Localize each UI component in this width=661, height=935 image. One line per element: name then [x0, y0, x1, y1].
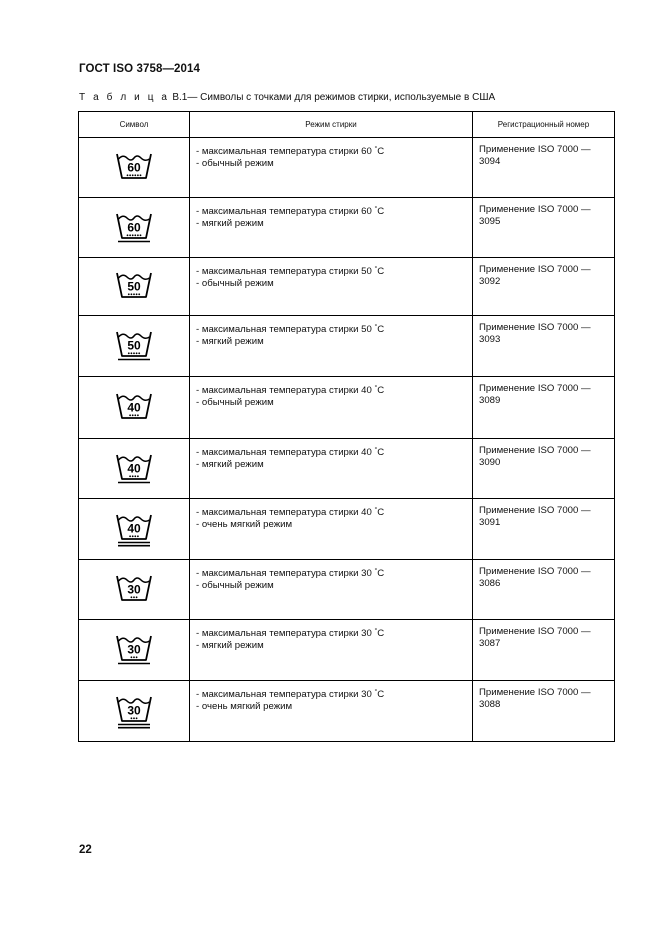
dot-mark	[129, 174, 131, 176]
dot-mark	[131, 596, 133, 598]
registration-cell	[473, 258, 615, 316]
mode-cell	[190, 316, 473, 377]
degree-unit: °С	[374, 324, 385, 335]
dot-mark	[129, 414, 131, 416]
mode-cell	[190, 377, 473, 439]
dot-mark	[137, 174, 139, 176]
registration-cell	[473, 439, 615, 499]
dot-mark	[136, 352, 138, 354]
mode-cell	[190, 560, 473, 620]
symbol-cell	[79, 258, 190, 316]
dot-mark	[134, 234, 136, 236]
registration-number: 3094	[479, 156, 501, 167]
max-temperature-line	[196, 264, 468, 278]
degree-unit: °С	[374, 146, 385, 157]
table-row	[79, 620, 615, 681]
dot-mark	[133, 293, 135, 295]
max-temperature-text: - максимальная температура стирки 60	[196, 146, 372, 157]
dot-mark	[131, 656, 133, 658]
registration-number: 3095	[479, 216, 501, 227]
max-temperature-text: - максимальная температура стирки 50	[196, 266, 372, 277]
max-temperature-text: - максимальная температура стирки 50	[196, 324, 372, 335]
dot-mark	[128, 352, 130, 354]
max-temperature-text: - максимальная температура стирки 60	[196, 206, 372, 217]
degree-unit: °С	[374, 385, 385, 396]
dot-mark	[138, 293, 140, 295]
caption-text: В.1— Символы с точками для режимов стирки, используемые в США	[172, 92, 496, 103]
mode-cell	[190, 681, 473, 742]
header-symbol: Символ	[79, 112, 190, 138]
wash-mode-line: - мягкий режим	[196, 640, 264, 651]
temperature-label: 30	[127, 582, 141, 596]
wash-tub-icon	[114, 570, 154, 610]
table-row	[79, 681, 615, 742]
dot-mark	[134, 174, 136, 176]
registration-application: Применение ISO 7000 —	[479, 204, 591, 215]
registration-application: Применение ISO 7000 —	[479, 687, 591, 698]
registration-number: 3086	[479, 578, 501, 589]
temperature-label: 40	[127, 461, 141, 475]
dot-mark	[127, 174, 129, 176]
max-temperature-line	[196, 144, 468, 158]
registration-application: Применение ISO 7000 —	[479, 445, 591, 456]
symbol-cell	[79, 439, 190, 499]
table-row	[79, 258, 615, 316]
wash-mode-line: - мягкий режим	[196, 336, 264, 347]
wash-tub-icon	[114, 326, 154, 366]
header-registration: Регистрационный номер	[473, 112, 615, 138]
dot-mark	[133, 596, 135, 598]
dot-mark	[136, 293, 138, 295]
registration-application: Применение ISO 7000 —	[479, 566, 591, 577]
registration-number: 3093	[479, 334, 501, 345]
registration-number: 3088	[479, 699, 501, 710]
registration-cell	[473, 499, 615, 560]
wash-mode-line: - очень мягкий режим	[196, 519, 293, 530]
dot-mark	[128, 293, 130, 295]
table-row	[79, 499, 615, 560]
dot-mark	[132, 475, 134, 477]
wash-mode-line: - обычный режим	[196, 580, 274, 591]
dot-mark	[131, 293, 133, 295]
max-temperature-line	[196, 204, 468, 218]
mode-cell	[190, 439, 473, 499]
mode-cell	[190, 499, 473, 560]
max-temperature-line	[196, 322, 468, 336]
document-title: ГОСТ ISO 3758—2014	[79, 63, 201, 75]
degree-unit: °С	[374, 568, 385, 579]
registration-cell	[473, 620, 615, 681]
max-temperature-text: - максимальная температура стирки 30	[196, 689, 372, 700]
dot-mark	[134, 414, 136, 416]
symbol-cell	[79, 620, 190, 681]
max-temperature-text: - максимальная температура стирки 30	[196, 568, 372, 579]
registration-cell	[473, 316, 615, 377]
dot-mark	[136, 596, 138, 598]
mode-cell	[190, 198, 473, 258]
table-row	[79, 377, 615, 439]
table-header-row	[79, 112, 615, 138]
dot-mark	[132, 174, 134, 176]
wash-mode-line: - обычный режим	[196, 397, 274, 408]
temperature-label: 50	[127, 338, 141, 353]
wash-tub-icon	[114, 509, 154, 549]
table-row	[79, 198, 615, 258]
table-row	[79, 560, 615, 620]
symbol-cell	[79, 316, 190, 377]
registration-application: Применение ISO 7000 —	[479, 626, 591, 637]
wash-mode-line: - мягкий режим	[196, 218, 264, 229]
degree-unit: °С	[374, 447, 385, 458]
header-mode: Режим стирки	[190, 112, 473, 138]
temperature-label: 60	[127, 160, 141, 174]
degree-unit: °С	[374, 266, 385, 277]
registration-cell	[473, 198, 615, 258]
dot-mark	[132, 535, 134, 537]
registration-application: Применение ISO 7000 —	[479, 264, 591, 275]
registration-number: 3087	[479, 638, 501, 649]
wash-tub-icon	[114, 267, 154, 307]
temperature-label: 40	[127, 400, 141, 414]
max-temperature-line	[196, 445, 468, 459]
caption-prefix: Т а б л и ц а	[79, 92, 170, 103]
registration-cell	[473, 138, 615, 198]
registration-cell	[473, 681, 615, 742]
wash-tub-icon	[114, 630, 154, 670]
max-temperature-text: - максимальная температура стирки 40	[196, 385, 372, 396]
dot-mark	[140, 234, 142, 236]
mode-cell	[190, 138, 473, 198]
dot-mark	[140, 174, 142, 176]
symbol-cell	[79, 138, 190, 198]
dot-mark	[138, 352, 140, 354]
dot-mark	[131, 352, 133, 354]
dot-mark	[129, 475, 131, 477]
page-number: 22	[79, 844, 92, 856]
dot-mark	[127, 234, 129, 236]
dot-mark	[136, 656, 138, 658]
dot-mark	[134, 535, 136, 537]
wash-mode-line: - мягкий режим	[196, 459, 264, 470]
registration-application: Применение ISO 7000 —	[479, 144, 591, 155]
wash-tub-icon	[114, 388, 154, 428]
degree-unit: °С	[374, 507, 385, 518]
registration-number: 3092	[479, 276, 501, 287]
table-caption	[79, 92, 495, 103]
dot-mark	[133, 352, 135, 354]
dot-mark	[132, 414, 134, 416]
dot-mark	[129, 535, 131, 537]
max-temperature-text: - максимальная температура стирки 40	[196, 507, 372, 518]
wash-tub-icon	[114, 449, 154, 489]
registration-application: Применение ISO 7000 —	[479, 383, 591, 394]
dot-mark	[133, 717, 135, 719]
wash-tub-icon	[114, 691, 154, 731]
dot-mark	[134, 475, 136, 477]
dot-mark	[137, 535, 139, 537]
max-temperature-line	[196, 566, 468, 580]
registration-number: 3089	[479, 395, 501, 406]
dot-mark	[133, 656, 135, 658]
max-temperature-line	[196, 383, 468, 397]
dot-mark	[137, 414, 139, 416]
dot-mark	[137, 234, 139, 236]
temperature-label: 30	[127, 642, 141, 657]
temperature-label: 40	[127, 521, 141, 536]
max-temperature-text: - максимальная температура стирки 40	[196, 447, 372, 458]
max-temperature-line	[196, 687, 468, 701]
mode-cell	[190, 258, 473, 316]
symbol-cell	[79, 198, 190, 258]
registration-number: 3091	[479, 517, 501, 528]
wash-mode-line: - обычный режим	[196, 158, 274, 169]
registration-cell	[473, 560, 615, 620]
dot-mark	[132, 234, 134, 236]
max-temperature-line	[196, 626, 468, 640]
temperature-label: 60	[127, 220, 141, 234]
dot-mark	[131, 717, 133, 719]
dot-mark	[129, 234, 131, 236]
table-row	[79, 138, 615, 198]
dot-mark	[137, 475, 139, 477]
degree-unit: °С	[374, 689, 385, 700]
table-row	[79, 316, 615, 377]
registration-application: Применение ISO 7000 —	[479, 322, 591, 333]
max-temperature-text: - максимальная температура стирки 30	[196, 628, 372, 639]
wash-tub-icon	[114, 208, 154, 248]
registration-application: Применение ISO 7000 —	[479, 505, 591, 516]
wash-symbols-table	[78, 111, 615, 742]
temperature-label: 30	[127, 703, 141, 718]
wash-tub-icon	[114, 148, 154, 188]
degree-unit: °С	[374, 206, 385, 217]
dot-mark	[136, 717, 138, 719]
degree-unit: °С	[374, 628, 385, 639]
mode-cell	[190, 620, 473, 681]
registration-cell	[473, 377, 615, 439]
symbol-cell	[79, 560, 190, 620]
registration-number: 3090	[479, 457, 501, 468]
wash-mode-line: - обычный режим	[196, 278, 274, 289]
symbol-cell	[79, 681, 190, 742]
table-row	[79, 439, 615, 499]
symbol-cell	[79, 499, 190, 560]
max-temperature-line	[196, 505, 468, 519]
table-body	[79, 138, 615, 742]
temperature-label: 50	[127, 279, 141, 293]
wash-mode-line: - очень мягкий режим	[196, 701, 293, 712]
symbol-cell	[79, 377, 190, 439]
